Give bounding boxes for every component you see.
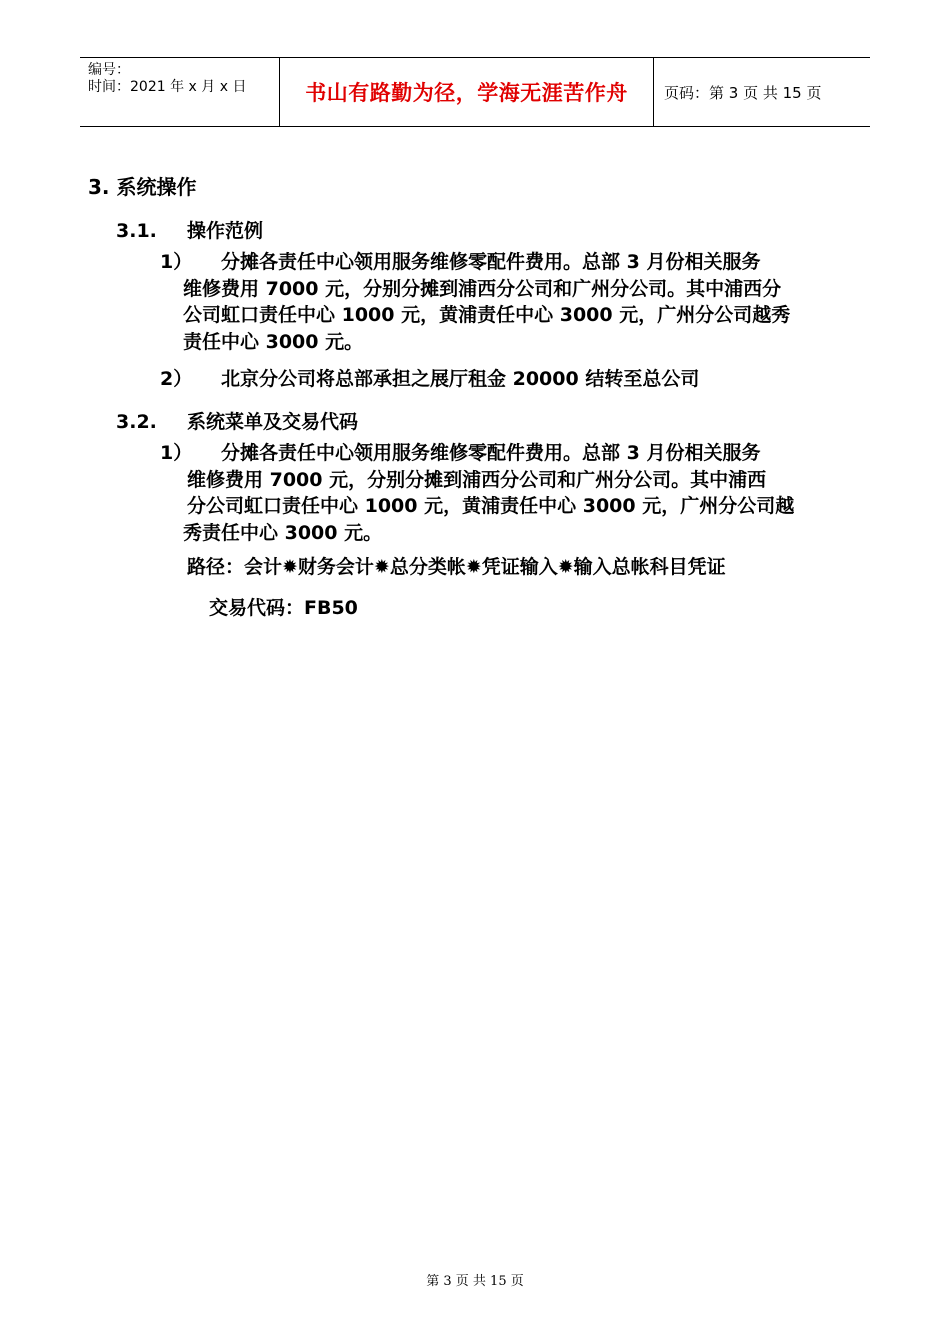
subsection-2-number: 3.2. (116, 411, 157, 433)
sub1-item1-line2: 维修费用 7000 元，分别分摊到浦西分公司和广州分公司。其中浦西分 (183, 277, 782, 300)
subsection-1-title: 操作范例 (187, 220, 264, 242)
section-title: 系统操作 (116, 175, 197, 199)
sub2-item1-line3: 分公司虹口责任中心 1000 元，黄浦责任中心 3000 元，广州分公司越 (187, 495, 795, 517)
header-motto: 书山有路勤为径，学海无涯苦作舟 (305, 81, 628, 105)
sub2-item1-marker: 1） (160, 442, 193, 464)
sub2-item1-line2: 维修费用 7000 元，分别分摊到浦西分公司和广州分公司。其中浦西 (187, 468, 767, 491)
transaction-code: 交易代码：FB50 (209, 597, 358, 619)
header-time-label: 时间：2021 年 x 月 x 日 (88, 79, 247, 95)
sub2-item1-line1: 分摊各责任中心领用服务维修零配件费用。总部 3 月份相关服务 (221, 442, 761, 464)
sub2-item1-line4: 秀责任中心 3000 元。 (183, 521, 383, 544)
header-meta (80, 58, 280, 126)
section-number: 3. (88, 175, 110, 199)
sub1-item1-line3: 公司虹口责任中心 1000 元，黄浦责任中心 3000 元，广州分公司越秀 (183, 304, 791, 326)
sub1-item2-text: 北京分公司将总部承担之展厅租金 20000 结转至总公司 (221, 368, 700, 390)
menu-path: 路径：会计✹财务会计✹总分类帐✹凭证输入✹输入总帐科目凭证 (187, 556, 726, 578)
sub1-item1-line1: 分摊各责任中心领用服务维修零配件费用。总部 3 月份相关服务 (221, 251, 761, 273)
sub1-item1-marker: 1） (160, 251, 193, 273)
section-heading (88, 174, 196, 200)
header-page-info: 页码：第 3 页 共 15 页 (664, 83, 822, 102)
subsection-1-number: 3.1. (116, 220, 157, 242)
header-motto-cell (280, 58, 654, 126)
header-number-label: 编号： (88, 62, 130, 78)
sub1-item2-marker: 2） (160, 368, 193, 390)
document-header (80, 57, 870, 127)
sub1-item1-line4: 责任中心 3000 元。 (183, 330, 364, 353)
subsection-2-title: 系统菜单及交易代码 (187, 411, 359, 433)
page-footer: 第 3 页 共 15 页 (426, 1274, 524, 1289)
